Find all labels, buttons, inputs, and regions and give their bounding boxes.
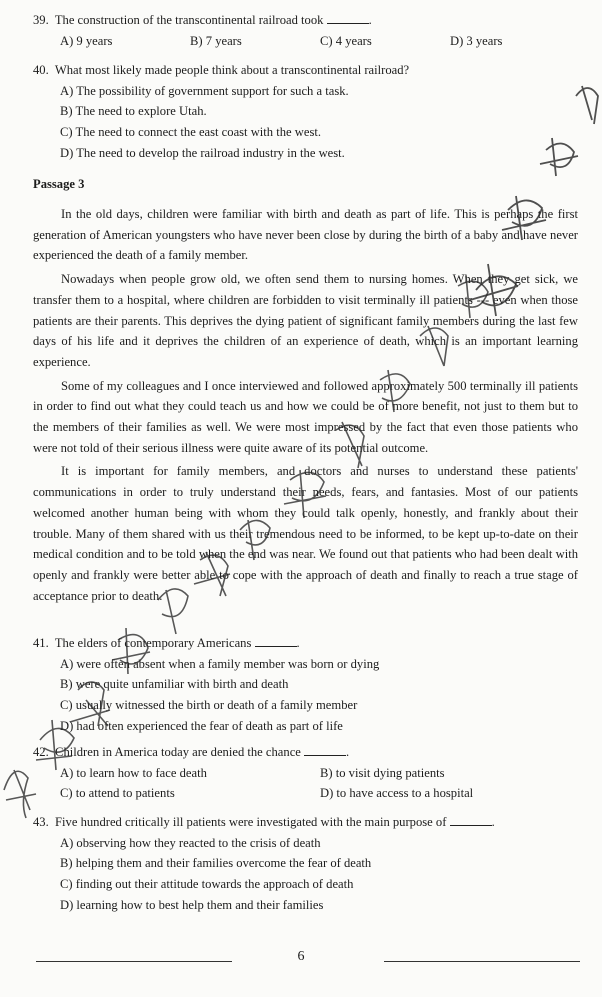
question-43 <box>33 812 580 916</box>
answer-blank <box>255 634 297 647</box>
question-number: 43. <box>33 815 49 829</box>
option-a: A) observing how they reacted to the crisis of death <box>60 835 321 850</box>
question-42 <box>33 742 580 804</box>
passage-title: Passage 3 <box>33 177 85 191</box>
page-number: 6 <box>297 949 305 964</box>
option-c: C) usually witnessed the birth or death of a family member <box>60 698 358 713</box>
option-b: B) helping them and their families overcome the fear of death <box>60 856 372 871</box>
question-stem <box>33 633 580 654</box>
question-stem <box>33 812 580 833</box>
option-d: D) had often experienced the fear of death as part of life <box>60 718 343 733</box>
question-number: 41. <box>33 636 49 650</box>
answer-blank <box>450 813 492 826</box>
question-number: 42. <box>33 745 49 759</box>
option-c: C) finding out their attitude towards the approach of death <box>60 877 354 892</box>
options-row <box>33 31 580 52</box>
option-b: B) The need to explore Utah. <box>60 104 207 119</box>
passage-paragraph-2: Nowadays when people grow old, we often send them to nursing homes. When they get sick, we transfer them to a hospital, where children are forbidden to visit terminally ill patients --- even when those patients are their parents. This deprives the dying patient of significant family members during the last few days of his life and it deprives the children of an experience of death, which is an important learning experience. <box>33 272 578 369</box>
options-list <box>33 833 580 916</box>
option-d: D) The need to develop the railroad industry in the west. <box>60 145 345 160</box>
question-punct: . <box>368 13 372 27</box>
question-text: The construction of the transcontinental railroad took <box>54 13 324 27</box>
option-d: D) learning how to best help them and their families <box>60 897 324 912</box>
option-a: A) The possibility of government support for such a task. <box>60 83 349 98</box>
passage-paragraph-1: In the old days, children were familiar with birth and death as part of life. This is perhaps the first generation of American youngsters who have never been close by during the birth of a baby and have never experienced the death of a family member. <box>33 207 578 263</box>
option-a: A) were often absent when a family member was born or dying <box>60 656 380 671</box>
question-number: 39. <box>33 13 49 27</box>
question-text: Five hundred critically ill patients were investigated with the main purpose of <box>55 815 447 829</box>
option-c: C) 4 years <box>320 33 372 48</box>
question-stem <box>33 60 580 81</box>
option-a: A) to learn how to face death <box>60 765 207 780</box>
answer-blank <box>327 11 369 24</box>
footer-rule-right <box>384 961 580 962</box>
answer-blank <box>304 743 346 756</box>
question-text: Children in America today are denied the chance <box>55 745 301 759</box>
question-text: What most likely made people think about a transcontinental railroad? <box>54 63 410 77</box>
question-punct: . <box>491 815 495 829</box>
option-d: D) 3 years <box>450 33 503 48</box>
question-text: The elders of contemporary Americans <box>54 636 252 650</box>
question-41 <box>33 633 580 737</box>
option-c: C) The need to connect the east coast with the west. <box>60 125 322 140</box>
option-b: B) were quite unfamiliar with birth and death <box>60 677 289 692</box>
question-punct: . <box>296 636 300 650</box>
options-row <box>33 763 580 784</box>
option-d: D) to have access to a hospital <box>320 786 474 801</box>
question-40 <box>33 60 580 164</box>
option-c: C) to attend to patients <box>60 786 175 801</box>
passage-paragraph-3: Some of my colleagues and I once interviewed and followed approximately 500 terminally ill patients in order to find out what they could teach us and how we could be of more benefit, not just to them but to the members of their families as well. We were most impressed by the fact that even those patients who were not told of their serious illness were quite aware of its potential outcome. <box>33 378 578 455</box>
question-number: 40. <box>33 63 49 77</box>
options-list <box>33 654 580 737</box>
passage-paragraph-4: It is important for family members, and doctors and nurses to understand these patients' communications in order to truly understand their needs, fears, and fantasies. Most of our patients welcomed another human being with whom they could talk openly, honestly, and frankly about their trouble. Many of them shared with us their tremendous need to be informed, to be kept up-to-date on their medical condition and to be told when the end was near. We found out that patients who had been dealt with openly and frankly were better able to cope with the approach of death and finally to reach a true stage of acceptance prior to death. <box>33 464 578 603</box>
question-39 <box>33 10 580 51</box>
option-b: B) 7 years <box>190 33 242 48</box>
option-b: B) to visit dying patients <box>320 765 445 780</box>
question-stem <box>33 10 580 31</box>
question-stem <box>33 742 580 763</box>
option-a: A) 9 years <box>60 33 113 48</box>
passage-body <box>33 204 578 609</box>
question-punct: . <box>346 745 350 759</box>
options-list <box>33 81 580 164</box>
options-row <box>33 783 580 804</box>
